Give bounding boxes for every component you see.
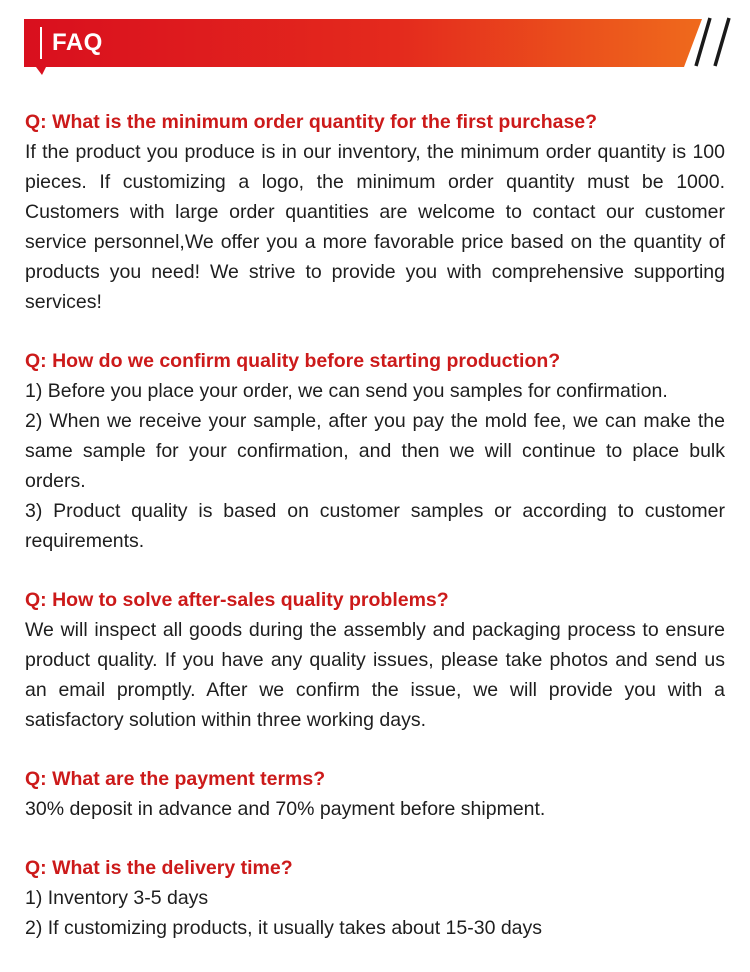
- faq-item: [25, 764, 725, 824]
- faq-answer: We will inspect all goods during the assembly and packaging process to ensure product quality. If you have any quality issues, please take photos and send us an email promptly. After we confirm the issue, we will provide you with a satisfactory solution within three working days.: [25, 619, 725, 731]
- faq-answer: [25, 883, 725, 943]
- faq-question: Q: How do we confirm quality before starting production?: [25, 350, 561, 372]
- faq-question: Q: What is the minimum order quantity for the first purchase?: [25, 111, 598, 133]
- faq-list: [25, 107, 725, 972]
- faq-answer-line: 3) Product quality is based on customer samples or according to customer requirements.: [25, 500, 725, 552]
- faq-answer-line: 2) If customizing products, it usually takes about 15-30 days: [25, 917, 543, 939]
- faq-answer: [25, 376, 725, 556]
- double-slash-icon: [694, 16, 734, 68]
- faq-answer: 30% deposit in advance and 70% payment before shipment.: [25, 798, 546, 820]
- faq-item: [25, 853, 725, 943]
- faq-answer-line: 2) When we receive your sample, after you pay the mold fee, we can make the same sample for your confirmation, and then we will continue to place bulk orders.: [25, 410, 725, 492]
- faq-item: [25, 585, 725, 735]
- faq-item: [25, 346, 725, 556]
- faq-question: Q: What are the payment terms?: [25, 768, 326, 790]
- faq-answer: If the product you produce is in our inventory, the minimum order quantity is 100 pieces. If customizing a logo, the minimum order quantity must be 1000. Customers with large order quantities are welcome to contact our customer service personnel,We offer you a more favorable price based on the quantity of products you need! We strive to provide you with comprehensive supporting services!: [25, 141, 725, 313]
- banner-background: [24, 19, 704, 79]
- faq-item: [25, 107, 725, 317]
- faq-answer-line: 1) Inventory 3-5 days: [25, 887, 209, 909]
- faq-question: Q: How to solve after-sales quality problems?: [25, 589, 449, 611]
- faq-question: Q: What is the delivery time?: [25, 857, 293, 879]
- faq-header-banner: [24, 19, 704, 67]
- faq-answer-line: 1) Before you place your order, we can send you samples for confirmation.: [25, 380, 668, 402]
- page-title: FAQ: [40, 27, 103, 59]
